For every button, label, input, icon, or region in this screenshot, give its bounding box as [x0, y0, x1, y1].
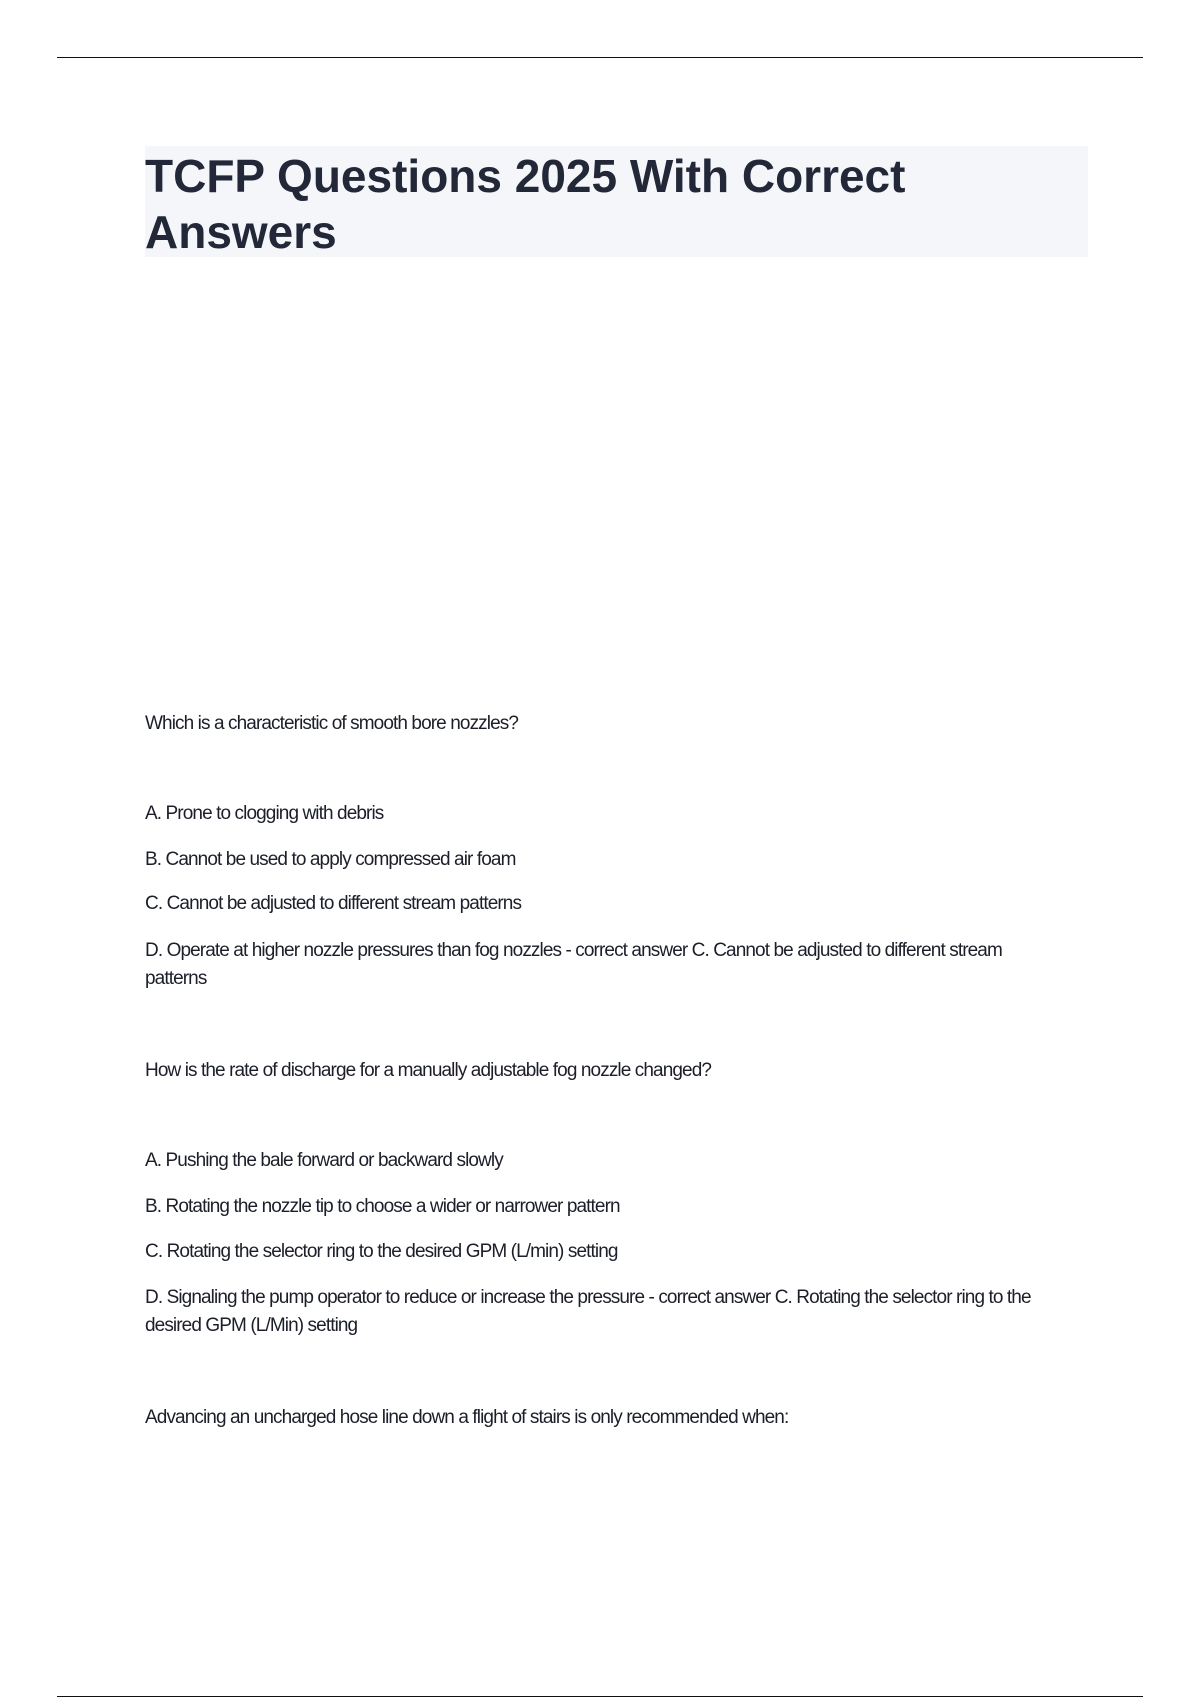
answer-option: B. Rotating the nozzle tip to choose a wider or narrower pattern: [145, 1196, 620, 1217]
answer-option: B. Cannot be used to apply compressed air foam: [145, 849, 516, 870]
question-text: Advancing an uncharged hose line down a flight of stairs is only recommended when:: [145, 1407, 789, 1428]
answer-option-with-correct-answer: D. Operate at higher nozzle pressures than fog nozzles - correct answer C. Cannot be adjusted to different stream patterns: [145, 940, 1002, 989]
answer-option: C. Rotating the selector ring to the desired GPM (L/min) setting: [145, 1241, 618, 1262]
answer-option: C. Cannot be adjusted to different stream patterns: [145, 893, 522, 914]
answer-option: A. Pushing the bale forward or backward slowly: [145, 1150, 503, 1171]
question-text: How is the rate of discharge for a manually adjustable fog nozzle changed?: [145, 1060, 712, 1081]
header-rule: [57, 57, 1143, 58]
footer-rule: [57, 1696, 1143, 1697]
answer-option: A. Prone to clogging with debris: [145, 803, 384, 824]
document-title: TCFP Questions 2025 With Correct Answers: [145, 150, 906, 258]
question-text: Which is a characteristic of smooth bore nozzles?: [145, 713, 519, 734]
title-block: [145, 146, 1088, 257]
answer-option-with-correct-answer: D. Signaling the pump operator to reduce or increase the pressure - correct answer C. Rotating the selector ring to the desired GPM (L/Min) setting: [145, 1287, 1031, 1336]
